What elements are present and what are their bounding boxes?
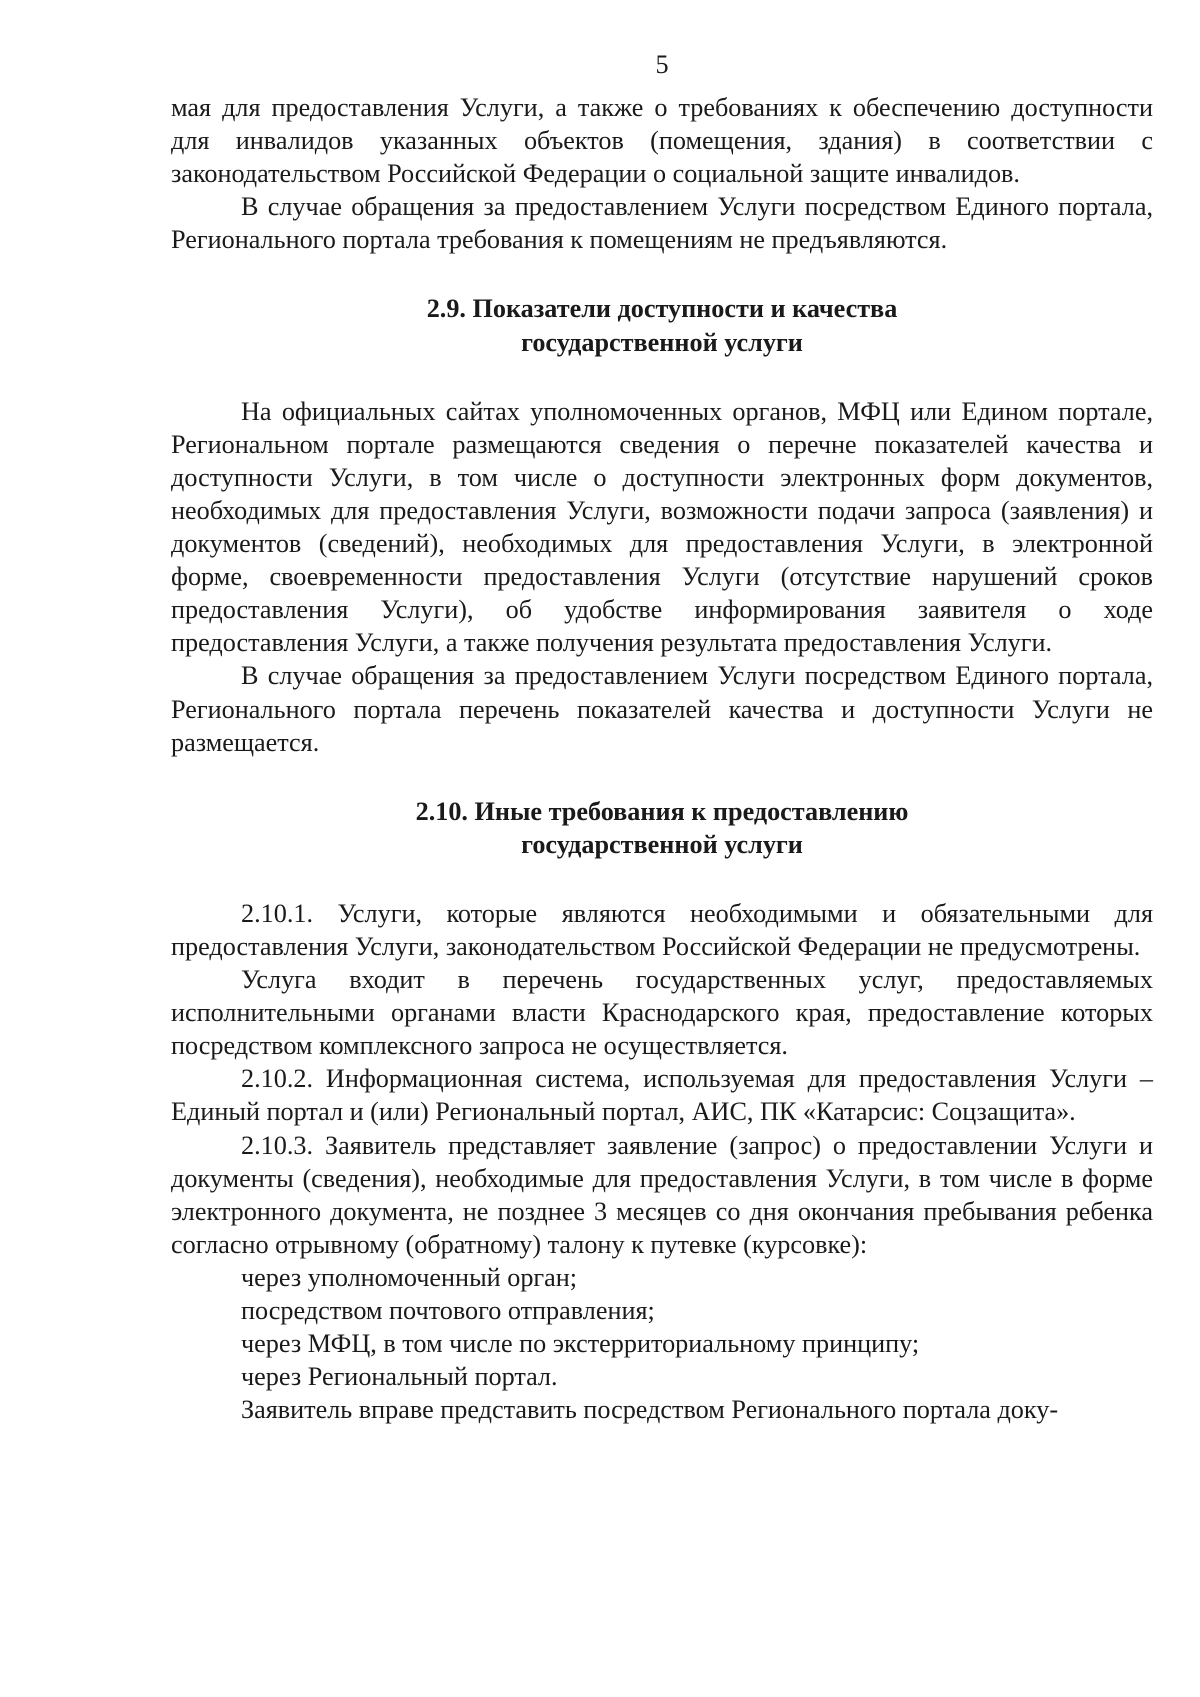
list-item: посредством почтового отправления; bbox=[241, 1296, 655, 1325]
paragraph: Заявитель вправе представить посредством Регионального портала доку- bbox=[241, 1395, 1059, 1425]
paragraph: Услуга входит в перечень государственных услуг, предоставляемых исполнительными органами власти Краснодарского края, предоставление которых посредством комплексного запроса не осуществляется. bbox=[171, 965, 1153, 1061]
paragraph: 2.10.3. Заявитель представляет заявление (запрос) о предоставлении Услуги и документы (сведения), необходимые для предоставления Услуги, в том числе в форме электронного документа, не позднее 3 месяцев со дня окончания пребывания ребенка согласно отрывному (обратному) талону к путевке (курсовке): bbox=[171, 1130, 1153, 1259]
list-item: через уполномоченный орган; bbox=[241, 1262, 578, 1292]
paragraph: В случае обращения за предоставлением Услуги посредством Единого портала, Регионального портала требования к помещениям не предъявляются. bbox=[171, 192, 1153, 255]
page-number: 5 bbox=[655, 50, 669, 79]
list-item: через МФЦ, в том числе по экстерриториальному принципу; bbox=[241, 1329, 920, 1359]
paragraph: В случае обращения за предоставлением Услуги посредством Единого портала, Регионального портала перечень показателей качества и доступности Услуги не размещается. bbox=[171, 661, 1153, 757]
paragraph: мая для предоставления Услуги, а также о требованиях к обеспечению доступности для инвалидов указанных объектов (помещения, здания) в соответствии с законодательством Российской Федерации о социальной защите инвалидов. bbox=[171, 93, 1153, 189]
heading-line: государственной услуги bbox=[521, 829, 803, 859]
document-page bbox=[171, 48, 1153, 1426]
list-item: через Региональный портал. bbox=[241, 1362, 558, 1392]
heading-line: 2.10. Иные требования к предоставлению bbox=[415, 796, 909, 826]
section-heading-2-10 bbox=[171, 795, 1153, 861]
paragraph: 2.10.1. Услуги, которые являются необходимыми и обязательными для предоставления Услуги, законодательством Российской Федерации не предусмотрены. bbox=[171, 898, 1153, 961]
heading-line: государственной услуги bbox=[521, 327, 803, 357]
paragraph: На официальных сайтах уполномоченных органов, МФЦ или Едином портале, Региональном портале размещаются сведения о перечне показателей качества и доступности Услуги, в том числе о доступности электронных форм документов, необходимых для предоставления Услуги, возможности подачи запроса (заявления) и документов (сведений), необходимых для предоставления Услуги, в электронной форме, своевременности предоставления Услуги (отсутствие нарушений сроков предоставления Услуги), об удобстве информирования заявителя о ходе предоставления Услуги, а также получения результата предоставления Услуги. bbox=[171, 396, 1153, 658]
paragraph: 2.10.2. Информационная система, используемая для предоставления Услуги – Единый портал и (или) Региональный портал, АИС, ПК «Катарсис: Соцзащита». bbox=[171, 1064, 1153, 1127]
heading-line: 2.9. Показатели доступности и качества bbox=[426, 294, 898, 324]
section-heading-2-9 bbox=[171, 292, 1153, 358]
